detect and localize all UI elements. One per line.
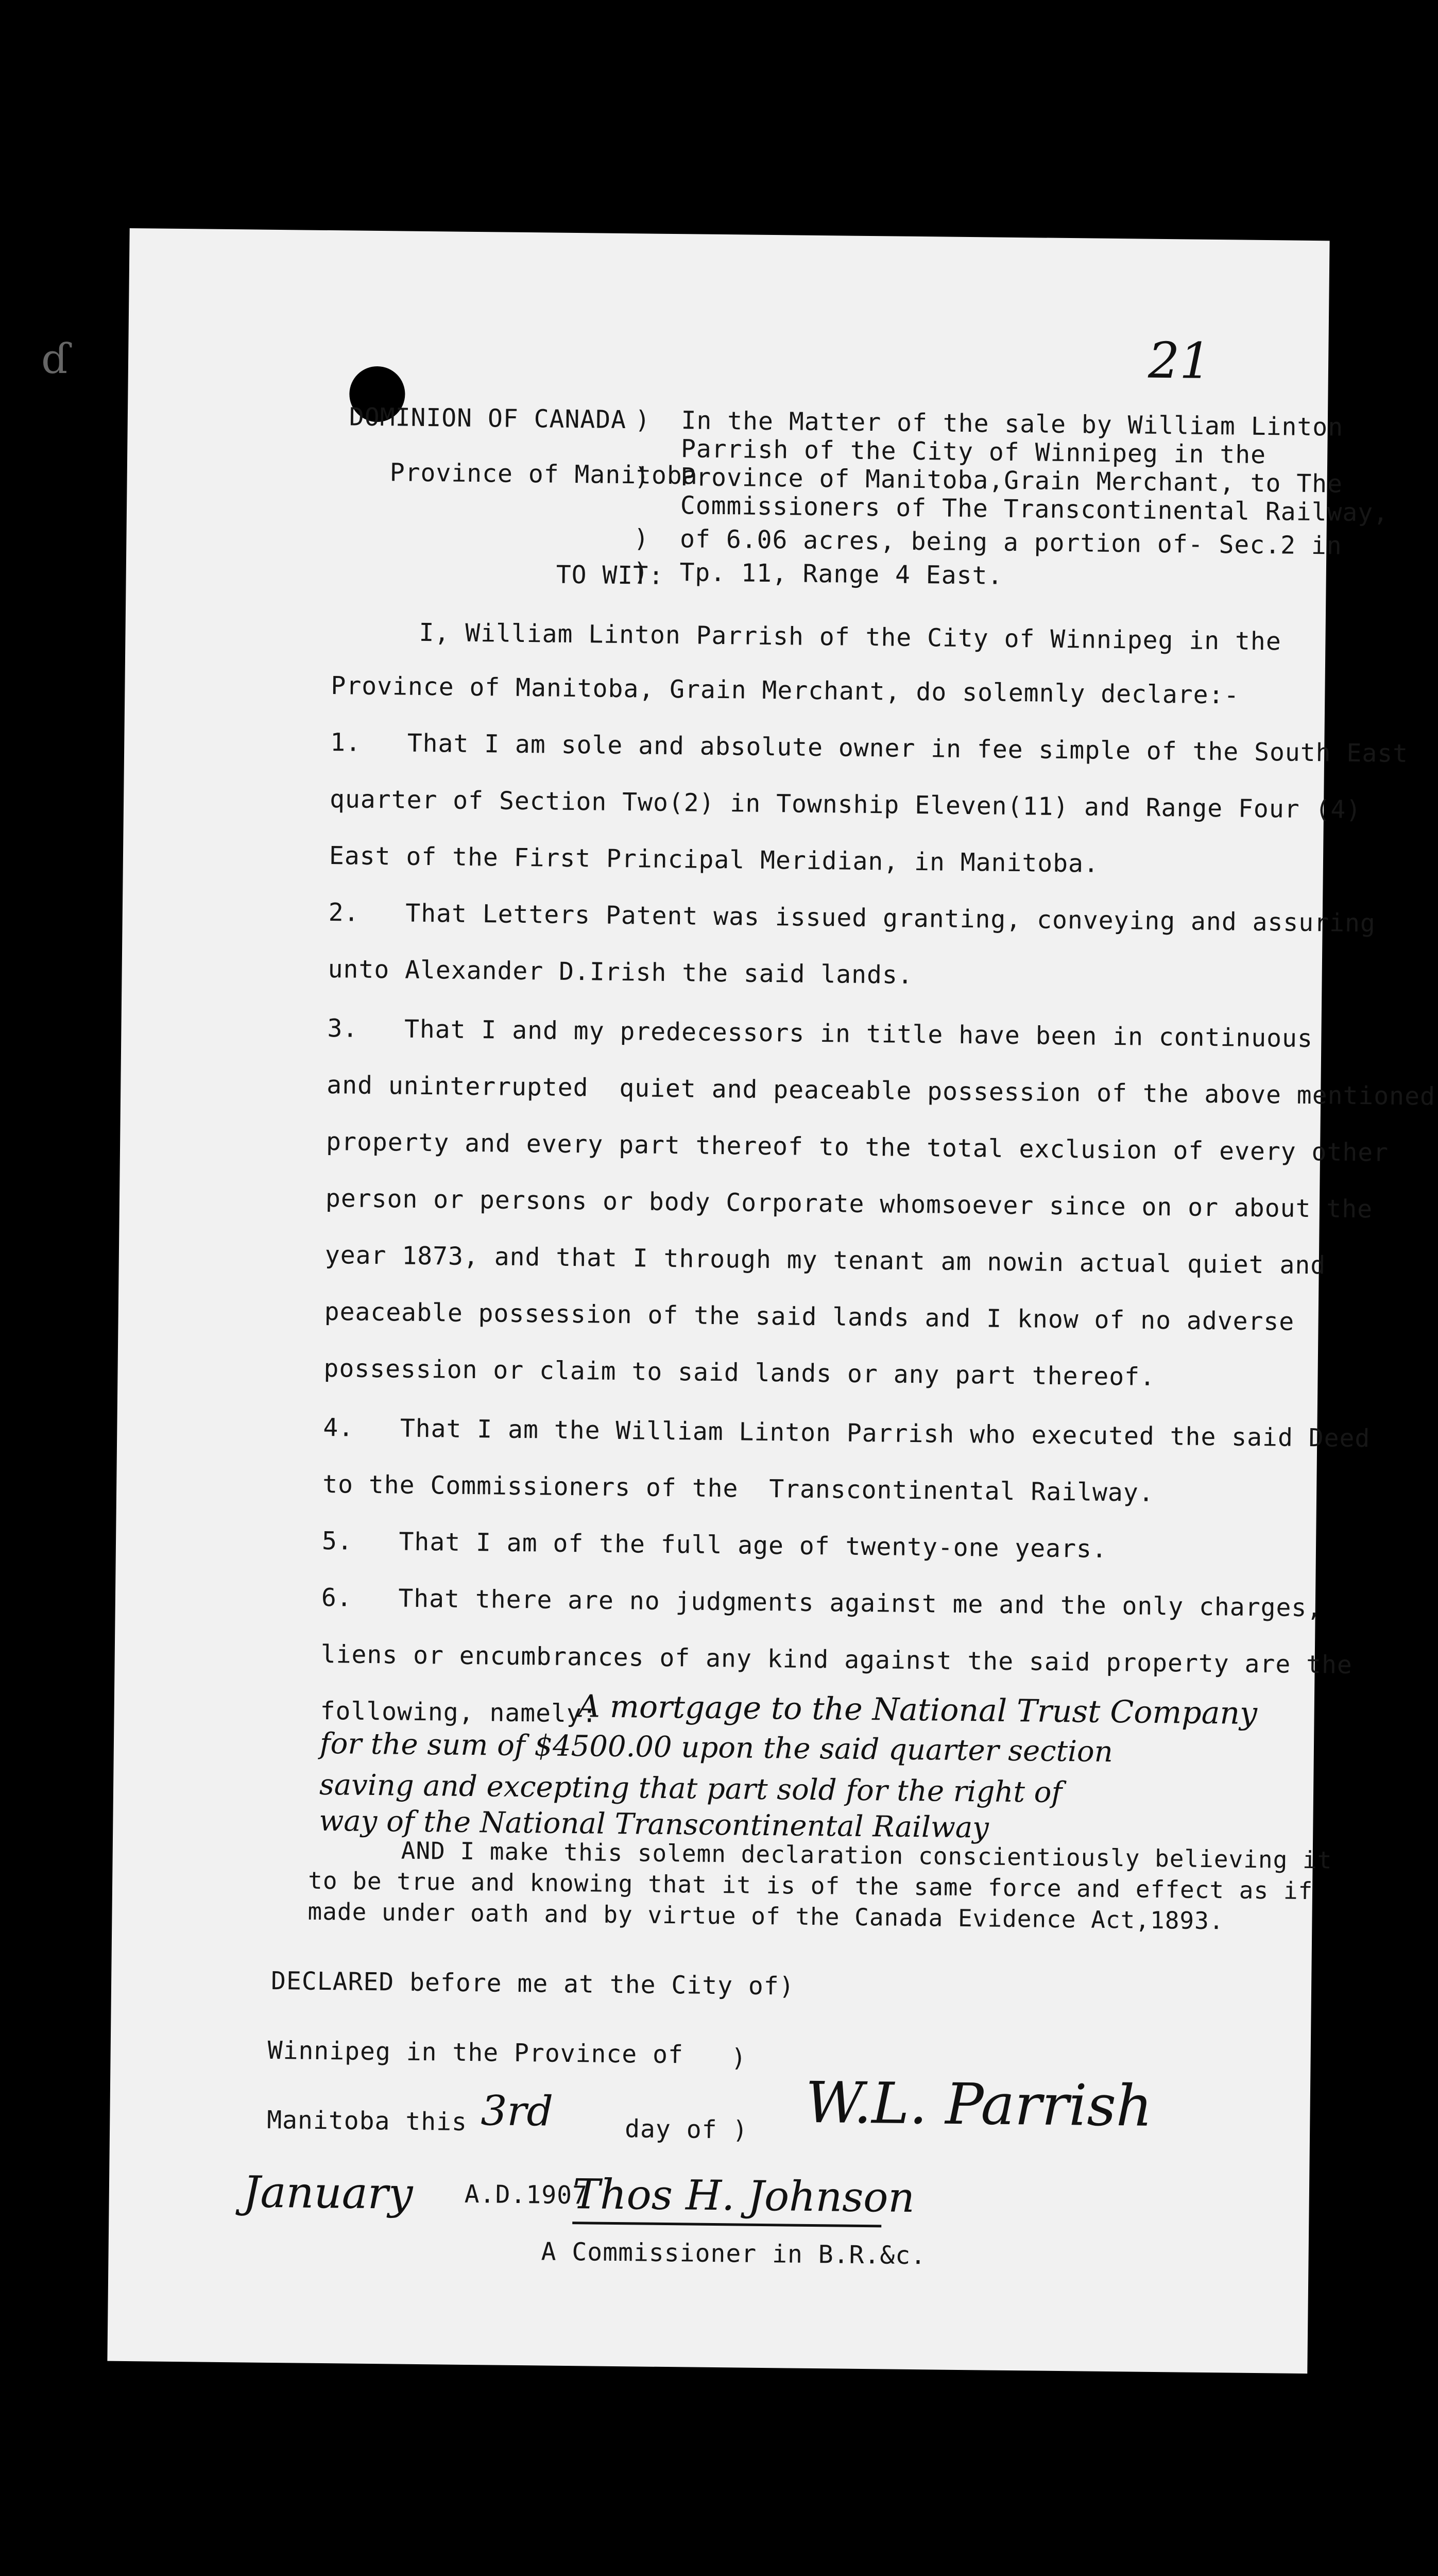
commissioner-signature: Thos H. Johnson [572,2170,915,2222]
header-right-1: ) In the Matter of the sale by William Linton [635,405,1344,442]
body-line: year 1873, and that I through my tenant am nowin actual quiet and [324,1240,1326,1280]
declaration-line: to be true and knowing that it is of the same force and effect as if [307,1866,1313,1905]
declaration-line: made under oath and by virtue of the Canada Evidence Act,1893. [307,1897,1224,1935]
header-left-2: Province of Manitoba [389,458,698,490]
document-page [107,228,1436,2374]
page-number: 21 [1148,331,1211,390]
jurat-day: 3rd [481,2087,554,2136]
handwritten-charge-line: for the sum of $4500.00 upon the said quarter section [319,1726,1114,1769]
jurat-month: January [243,2166,413,2219]
header-left-3: TO WIT: [556,560,664,590]
jurat-line-2: Winnipeg in the Province of [267,2036,684,2070]
body-line: 2. That Letters Patent was issued granting, conveying and assuring [328,898,1376,938]
handwritten-charge-line: A mortgage to the National Trust Company [577,1688,1258,1732]
jurat-line-1: DECLARED before me at the City of) [270,1966,795,2001]
body-line: 1. That I am sole and absolute owner in fee simple of the South East [330,728,1409,768]
body-line: Province of Manitoba, Grain Merchant, do solemnly declare:- [331,671,1240,710]
body-line: 4. That I am the William Linton Parrish who executed the said Deed [323,1413,1371,1453]
handwritten-charge-line: way of the National Transcontinental Railway [319,1804,989,1845]
jurat-line-2-paren: ) [731,2043,747,2073]
body-line: I, William Linton Parrish of the City of Winnipeg in the [419,618,1282,656]
header-right-3: ) Province of Manitoba,Grain Merchant, to The [634,462,1343,499]
body-line: 5. That I am of the full age of twenty-one years. [321,1526,1108,1564]
body-line: possession or claim to said lands or any part thereof. [323,1353,1156,1392]
commissioner-signature-line [572,2222,881,2227]
body-line: person or persons or body Corporate whomsoever since on or about the [325,1184,1373,1224]
header-right-2: Parrish of the City of Winnipeg in the [635,434,1266,470]
film-edge-mark: ɗ [41,335,70,383]
jurat-year: A.D.1907 [464,2179,588,2210]
body-line: peaceable possession of the said lands and I know of no adverse [324,1297,1295,1336]
body-line: to the Commissioners of the Transcontinental Railway. [322,1469,1154,1507]
body-line: East of the First Principal Meridian, in Manitoba. [329,841,1100,878]
header-left-1: DOMINION OF CANADA [349,402,627,435]
body-line: and uninterrupted quiet and peaceable possession of the above mentioned [327,1071,1436,1111]
body-line: 6. That there are no judgments against me and the only charges, [321,1583,1323,1623]
declaration-line: AND I make this solemn declaration conscientiously believing it [401,1836,1332,1874]
header-right-6: ) Tp. 11, Range 4 East. [633,557,1003,590]
body-line: liens or encumbrances of any kind against the said property are the [320,1639,1353,1680]
jurat-line-3-day-of: day of ) [624,2114,748,2145]
body-line: unto Alexander D.Irish the said lands. [328,955,914,990]
body-line: property and every part thereof to the total exclusion of every other [326,1127,1389,1167]
header-right-5: ) of 6.06 acres, being a portion of- Sec.2 in [634,524,1343,561]
declarant-signature: W.L. Parrish [805,2069,1153,2139]
body-line: quarter of Section Two(2) in Township Eleven(11) and Range Four (4) [329,785,1362,825]
header-right-4: Commissioners of The Transcontinental Railway, [634,490,1389,528]
body-line: 3. That I and my predecessors in title have been in continuous [327,1014,1313,1054]
jurat-line-3: Manitoba this [267,2105,468,2137]
body-line: following, namely: [320,1696,598,1728]
commissioner-title: A Commissioner in B.R.&c. [541,2237,927,2270]
handwritten-charge-line: saving and excepting that part sold for the right of [319,1768,1063,1810]
